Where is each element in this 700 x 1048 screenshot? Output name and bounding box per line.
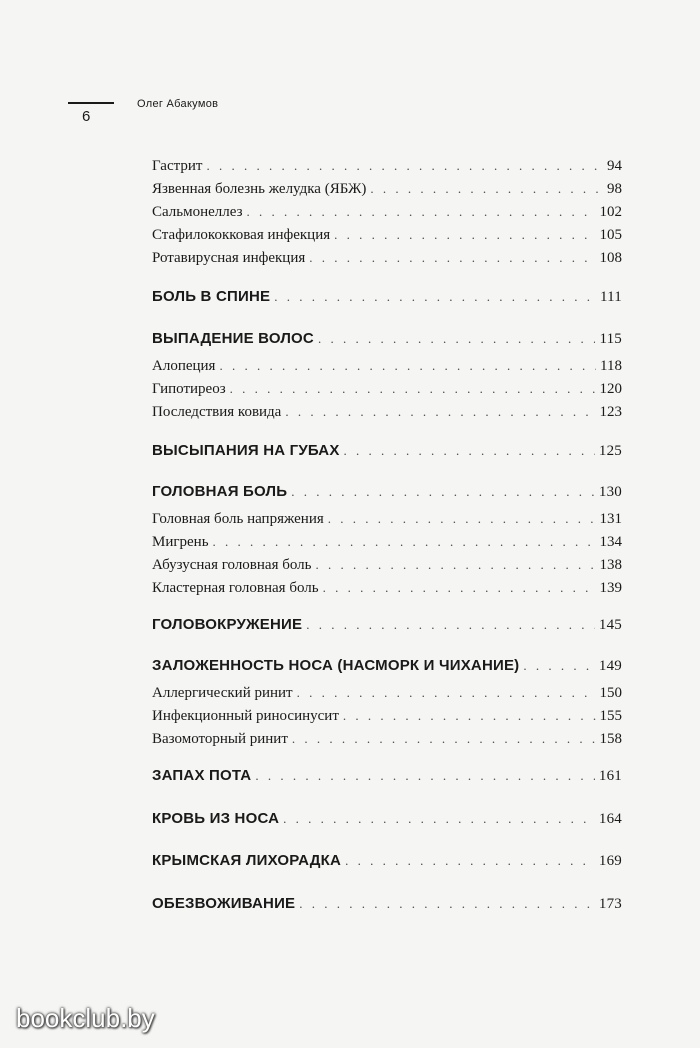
toc-entry-title: Мигрень: [152, 534, 209, 550]
toc-section: [152, 330, 622, 348]
toc-entry-page: 102: [599, 204, 622, 220]
dot-leader: [297, 685, 596, 701]
toc-section-title: ОБЕЗВОЖИВАНИЕ: [152, 895, 296, 912]
toc-section-title: ЗАЛОЖЕННОСТЬ НОСА (НАСМОРК И ЧИХАНИЕ): [152, 657, 520, 674]
dot-leader: [219, 358, 596, 374]
dot-leader: [523, 658, 595, 674]
toc-entry: [152, 181, 622, 198]
toc-section-page: 173: [598, 896, 622, 912]
toc-entry-page: 150: [599, 685, 622, 701]
toc-section-page: 145: [598, 617, 622, 633]
watermark: bookclub.by: [16, 1003, 155, 1033]
toc-section-title: КРЫМСКАЯ ЛИХОРАДКА: [152, 852, 342, 869]
toc-entry-title: Абузусная головная боль: [152, 557, 312, 573]
dot-leader: [345, 853, 595, 869]
dot-leader: [328, 511, 596, 527]
toc-section: [152, 483, 622, 501]
dot-leader: [318, 331, 596, 347]
toc-entry: [152, 511, 622, 528]
header-rule: [68, 102, 114, 104]
toc-entry-title: Гипотиреоз: [152, 381, 226, 397]
dot-leader: [344, 443, 595, 459]
toc-section-page: 130: [598, 484, 622, 500]
dot-leader: [285, 404, 595, 420]
toc-section-page: 125: [598, 443, 622, 459]
toc-section-title: КРОВЬ ИЗ НОСА: [152, 810, 280, 827]
toc-entry: [152, 580, 622, 597]
toc-section: [152, 895, 622, 913]
dot-leader: [323, 580, 596, 596]
dot-leader: [213, 534, 596, 550]
toc-entry-page: 139: [599, 580, 622, 596]
dot-leader: [247, 204, 596, 220]
toc-entry-page: 108: [599, 250, 622, 266]
dot-leader: [343, 708, 596, 724]
toc-entry-page: 158: [599, 731, 622, 747]
toc-entry: [152, 685, 622, 702]
toc-entry-title: Последствия ковида: [152, 404, 282, 420]
dot-leader: [291, 484, 595, 500]
running-head-author: Олег Абакумов: [137, 98, 219, 110]
toc-entry-page: 134: [599, 534, 622, 550]
toc-section-page: 161: [598, 768, 622, 784]
toc-entry: [152, 534, 622, 551]
toc-entry-page: 118: [600, 358, 622, 374]
toc-entry: [152, 708, 622, 725]
toc-section-title: ВЫСЫПАНИЯ НА ГУБАХ: [152, 442, 340, 459]
toc-section-title: ЗАПАХ ПОТА: [152, 767, 252, 784]
dot-leader: [206, 158, 603, 174]
toc-section: [152, 442, 622, 460]
dot-leader: [255, 768, 595, 784]
dot-leader: [315, 557, 595, 573]
dot-leader: [274, 289, 596, 305]
toc-entry: [152, 158, 622, 175]
toc-entry: [152, 358, 622, 375]
toc-entry-title: Сальмонеллез: [152, 204, 243, 220]
toc-section-title: ГОЛОВНАЯ БОЛЬ: [152, 483, 288, 500]
toc-entry: [152, 404, 622, 421]
toc-section-page: 111: [600, 289, 622, 305]
toc-entry-page: 105: [599, 227, 622, 243]
toc-entry-title: Алопеция: [152, 358, 216, 374]
toc-section-title: ВЫПАДЕНИЕ ВОЛОС: [152, 330, 314, 347]
toc-section: [152, 810, 622, 828]
toc-entry: [152, 250, 622, 267]
toc-entry-page: 155: [599, 708, 622, 724]
dot-leader: [370, 181, 603, 197]
dot-leader: [299, 896, 595, 912]
toc-entry: [152, 731, 622, 748]
toc-section: [152, 852, 622, 870]
toc-entry-title: Стафилококковая инфекция: [152, 227, 331, 243]
toc-entry-title: Аллергический ринит: [152, 685, 293, 701]
toc-entry-page: 94: [607, 158, 622, 174]
toc-entry-page: 123: [599, 404, 622, 420]
toc-section: [152, 767, 622, 785]
toc-entry: [152, 557, 622, 574]
toc-section-page: 164: [598, 811, 622, 827]
toc-section: [152, 616, 622, 634]
toc-entry-page: 131: [599, 511, 622, 527]
page-number: 6: [82, 108, 91, 125]
toc-entry-page: 120: [599, 381, 622, 397]
toc-entry: [152, 227, 622, 244]
toc-section-page: 169: [598, 853, 622, 869]
toc-entry-title: Вазомоторный ринит: [152, 731, 288, 747]
toc-entry-title: Инфекционный риносинусит: [152, 708, 339, 724]
toc-entry-title: Головная боль напряжения: [152, 511, 324, 527]
dot-leader: [230, 381, 596, 397]
toc-entry-title: Ротавирусная инфекция: [152, 250, 306, 266]
toc-section-page: 115: [599, 331, 622, 347]
toc-section-title: БОЛЬ В СПИНЕ: [152, 288, 271, 305]
toc-section: [152, 288, 622, 306]
toc-entry-title: Гастрит: [152, 158, 203, 174]
toc-entry: [152, 204, 622, 221]
toc-entry-page: 98: [607, 181, 622, 197]
toc-section-title: ГОЛОВОКРУЖЕНИЕ: [152, 616, 303, 633]
toc-section-page: 149: [598, 658, 622, 674]
toc-entry-page: 138: [599, 557, 622, 573]
dot-leader: [292, 731, 596, 747]
dot-leader: [283, 811, 595, 827]
toc-section: [152, 657, 622, 675]
dot-leader: [309, 250, 595, 266]
dot-leader: [306, 617, 595, 633]
toc-entry-title: Язвенная болезнь желудка (ЯБЖ): [152, 181, 367, 197]
toc-entry: [152, 381, 622, 398]
dot-leader: [334, 227, 595, 243]
toc-entry-title: Кластерная головная боль: [152, 580, 319, 596]
